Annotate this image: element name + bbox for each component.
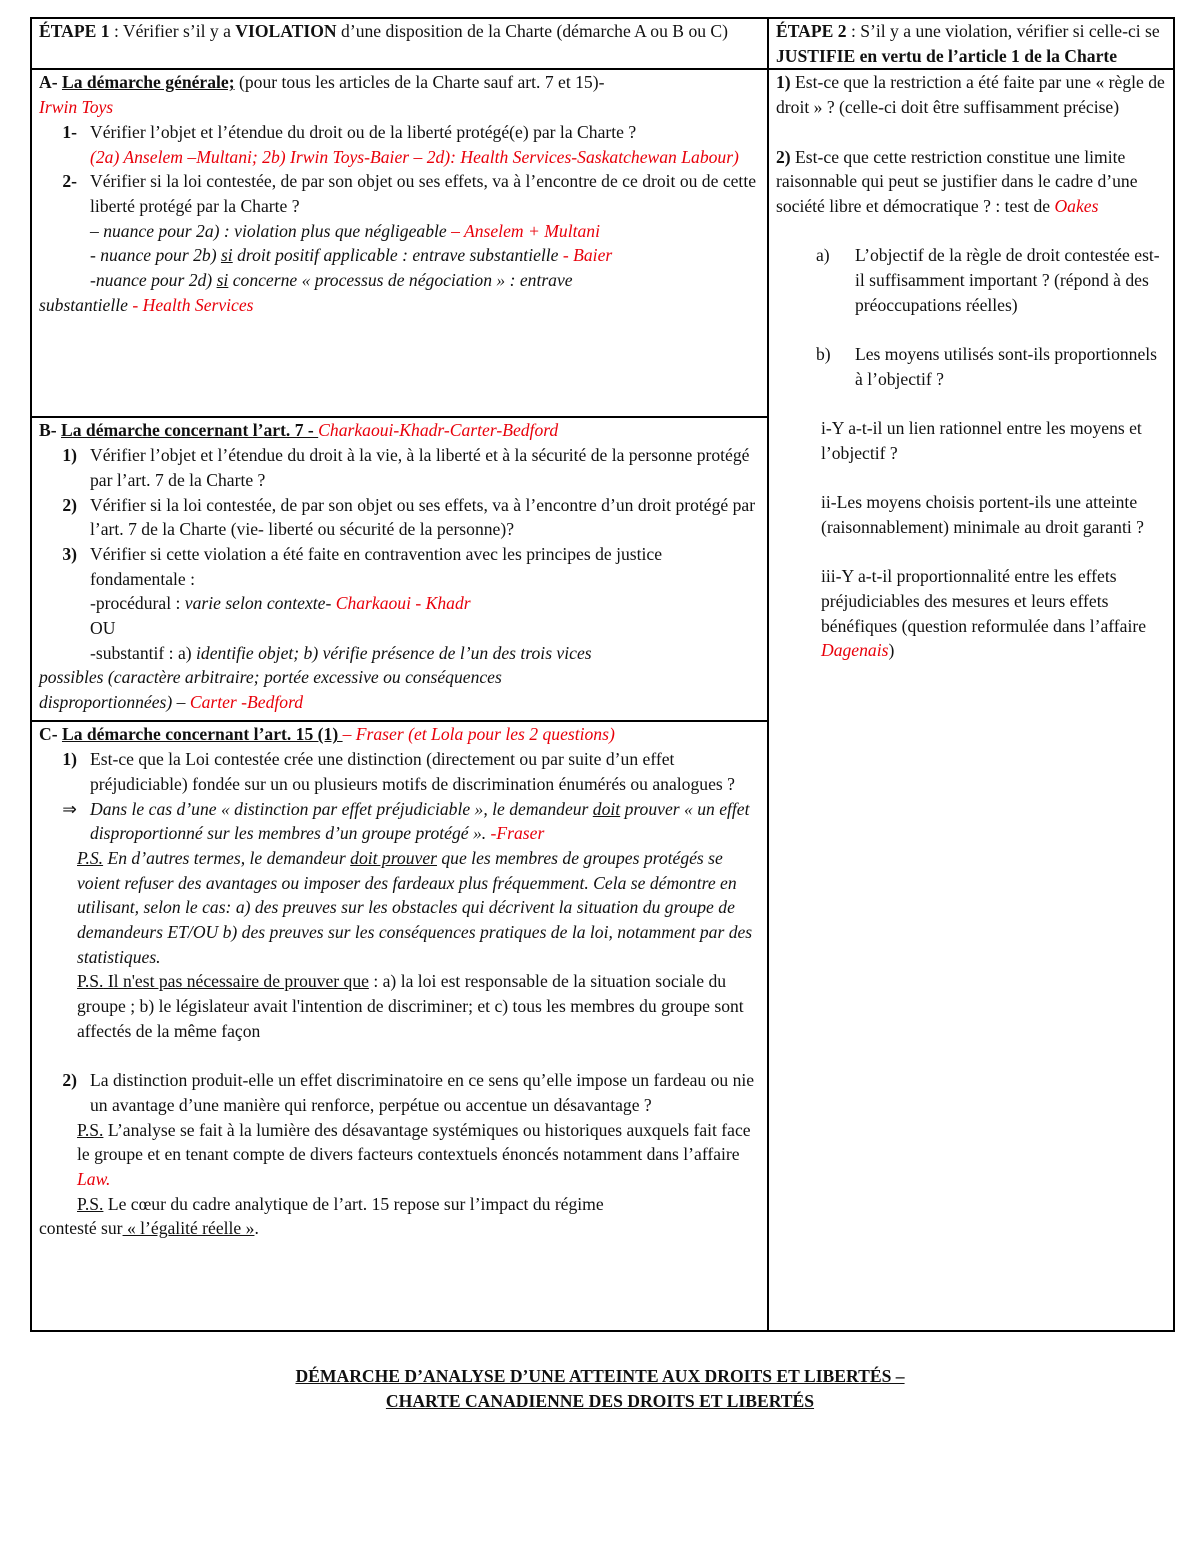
item-text: Vérifier si la loi contestée, de par son objet ou ses effets, va à l’encontre de ce droit ou de cette liberté protégé par la Charte ?: [90, 171, 757, 216]
ps-label: P.S.: [77, 1119, 104, 1140]
ps-4-cont: [39, 1216, 761, 1241]
section-c-cases: – Fraser (et Lola pour les 2 questions): [342, 724, 615, 745]
nuance-2d: [90, 268, 761, 293]
ps-text: contesté sur: [39, 1218, 123, 1239]
item-number: 2-: [62, 171, 77, 192]
nuance-text: droit positif applicable : entrave substantielle: [232, 245, 559, 266]
etape2-content: [768, 69, 1174, 1331]
note-text: prouver « un effet disproportionné sur les membres d’un groupe protégé ».: [90, 798, 750, 844]
subst-label: -substantif : a): [90, 642, 197, 663]
nuance-text: - nuance pour 2b): [90, 245, 221, 266]
title-line-2: CHARTE CANADIENNE DES DROITS ET LIBERTÉS: [385, 1391, 815, 1411]
section-a-scope: (pour tous les articles de la Charte sauf art. 7 et 15)-: [234, 72, 605, 93]
ps-underline: doit prouver: [350, 847, 437, 868]
item-cases: (2a) Anselem –Multani; 2b) Irwin Toys-Baier – 2d): Health Services-Saskatchewan Labour): [90, 146, 739, 167]
nuance-text: – nuance pour 2a) : violation plus que négligeable: [90, 220, 447, 241]
item-text: Vérifier l’objet et l’étendue du droit à la vie, à la liberté et à la sécurité de la personne protégé par l’art. 7 de la Charte ?: [90, 445, 750, 490]
substantif-line: [90, 641, 761, 666]
sub-text-end: ): [888, 640, 895, 661]
section-b-heading: [39, 418, 761, 443]
substantif-cont-2: [39, 690, 761, 715]
section-a-prefix: A-: [39, 72, 62, 93]
ps-text: que les membres de groupes protégés se voient refuser des avantages ou imposer des fardeaux plus fréquemment. Cela se démontre en utilisant, selon le cas: a) des preuves sur les obstacles qui décrivent la situation du groupe de demandeurs ET/OU b) des preuves sur les conséquences pratiques de la loi, notamment par des statistiques.: [77, 847, 753, 967]
proc-cases: Charkaoui - Khadr: [331, 593, 471, 614]
ps-text: .: [254, 1218, 259, 1239]
section-b: [31, 417, 768, 721]
section-b-cases: Charkaoui-Khadr-Carter-Bedford: [318, 420, 559, 441]
ps-text: En d’autres termes, le demandeur: [103, 847, 351, 868]
ou-word: OU: [90, 618, 116, 639]
nuance-2a: [90, 219, 761, 244]
question-number: 2): [776, 146, 791, 167]
oakes-b-ii: ii-Les moyens choisis portent-ils une atteinte (raisonnablement) minimale au droit garanti ?: [821, 492, 1144, 537]
analysis-table: [30, 17, 1175, 1332]
ps-label: P.S.: [77, 971, 104, 992]
subst-text: possibles (caractère arbitraire; portée excessive ou conséquences: [39, 667, 502, 688]
item-number: 1): [62, 749, 77, 770]
nuance-2b: [90, 243, 761, 268]
section-a-title: La démarche générale;: [61, 72, 235, 93]
section-a-heading: [39, 70, 761, 95]
note-case: -Fraser: [486, 823, 545, 844]
item-number: 1-: [62, 121, 77, 142]
etape2-header: [768, 18, 1174, 69]
oakes-b-iii: [776, 564, 1167, 663]
ps-underline: « l’égalité réelle »: [122, 1218, 255, 1239]
section-b-item-1: [39, 443, 761, 492]
arrow-icon: ⇒: [62, 798, 77, 819]
etape1-header: [31, 18, 768, 69]
section-c-item-2: [39, 1068, 761, 1117]
sub-label: a): [816, 245, 830, 266]
section-c-title: La démarche concernant l’art. 15 (1): [61, 724, 343, 745]
arrow-note: [39, 797, 761, 846]
nuance-case: - Baier: [558, 245, 613, 266]
proc-label: -procédural :: [90, 593, 185, 614]
nuance-underline: si: [216, 270, 229, 291]
ps-label: P.S.: [77, 847, 104, 868]
nuance-case: – Anselem + Multani: [446, 220, 600, 241]
etape1-label: ÉTAPE 1: [39, 21, 110, 41]
nuance-2d-cont: [39, 293, 761, 318]
item-text: Est-ce que la Loi contestée crée une distinction (directement ou par suite d’un effet préjudiciable) fondée sur un ou plusieurs motifs de discrimination énumérés ou analogues ?: [90, 749, 735, 794]
nuance-underline: si: [220, 245, 233, 266]
title-line-1: DÉMARCHE D’ANALYSE D’UNE ATTEINTE AUX DROITS ET LIBERTÉS –: [295, 1366, 905, 1386]
item-text: La distinction produit-elle un effet discriminatoire en ce sens qu’elle impose un fardeau ou nie un avantage d’une manière qui renforce, perpétue ou accentue un désavantage ?: [90, 1070, 755, 1115]
etape1-text-end: d’une disposition de la Charte (démarche A ou B ou C): [336, 21, 729, 41]
section-b-item-3: [39, 542, 761, 666]
etape2-label: ÉTAPE 2: [776, 21, 847, 41]
oakes-b-i: i-Y a-t-il un lien rationnel entre les moyens et l’objectif ?: [821, 418, 1142, 463]
note-text: Dans le cas d’une « distinction par effet préjudiciable », le demandeur: [90, 798, 593, 819]
ps-text: : a) la loi est responsable de la situation sociale du groupe ; b) le législateur avait l'intention de discriminer; et c) tous les membres du groupe sont affectés de la même façon: [77, 971, 744, 1041]
nuance-text: -nuance pour 2d): [90, 270, 217, 291]
sub-label: b): [816, 344, 831, 365]
oakes-b: [776, 342, 1167, 391]
etape2-text: : S’il y a une violation, vérifier si celle-ci se: [846, 21, 1160, 41]
sub-text: Les moyens utilisés sont-ils proportionnels à l’objectif ?: [855, 344, 1158, 389]
sub-text: iii-Y a-t-il proportionnalité entre les effets préjudiciables des mesures et leurs effets bénéfiques (question reformulée dans l’affaire: [821, 566, 1147, 636]
document-subtitle: [0, 1389, 1200, 1414]
section-c-prefix: C-: [39, 724, 62, 745]
section-a-item-1: [39, 120, 761, 169]
case-irwin-toys: Irwin Toys: [39, 97, 114, 118]
question-text: Est-ce que la restriction a été faite par une « règle de droit » ? (celle-ci doit être suffisamment précise): [776, 72, 1165, 118]
section-b-title: La démarche concernant l’art. 7 -: [61, 420, 319, 441]
oakes-a: [776, 243, 1167, 317]
section-c: [31, 721, 768, 1331]
ps-case: Law.: [77, 1169, 111, 1190]
proc-text: varie selon contexte-: [184, 593, 332, 614]
question-2: [776, 145, 1167, 219]
section-a-item-2: [39, 169, 761, 293]
item-number: 3): [62, 543, 77, 564]
section-c-item-1: [39, 747, 761, 796]
etape1-text: : Vérifier s’il y a: [109, 21, 236, 41]
item-text: Vérifier si cette violation a été faite en contravention avec les principes de justice fondamentale :: [90, 543, 663, 589]
note-underline: doit: [592, 798, 621, 819]
ps-2: [39, 969, 761, 1043]
item-text: Vérifier l’objet et l’étendue du droit ou de la liberté protégé(e) par la Charte ?: [90, 121, 637, 142]
violation-word: VIOLATION: [235, 21, 337, 41]
procedural-line: [90, 591, 761, 616]
ps-label: P.S.: [77, 1193, 104, 1214]
subst-text: disproportionnées) –: [39, 692, 186, 713]
section-c-heading: [39, 722, 761, 747]
section-a: [31, 69, 768, 417]
nuance-text: concerne « processus de négociation » : entrave: [228, 270, 573, 291]
section-b-prefix: B-: [39, 420, 61, 441]
ps-underline: Il n'est pas nécessaire de prouver que: [103, 971, 369, 992]
nuance-text: substantielle: [39, 294, 128, 315]
item-number: 2): [62, 494, 77, 515]
subst-text: identifie objet; b) vérifie présence de l’un des trois vices: [196, 642, 592, 663]
nuance-case: - Health Services: [127, 294, 254, 315]
item-number: 1): [62, 445, 77, 466]
ps-4: [39, 1192, 761, 1217]
ps-1: [39, 846, 761, 970]
ps-text: Le cœur du cadre analytique de l’art. 15 repose sur l’impact du régime: [103, 1193, 604, 1214]
item-text: Vérifier si la loi contestée, de par son objet ou ses effets, va à l’encontre d’un droit protégé par l’art. 7 de la Charte (vie- liberté ou sécurité de la personne)?: [90, 494, 756, 540]
substantif-cont: [39, 665, 761, 690]
justifie-phrase: JUSTIFIE en vertu de l’article 1 de la Charte: [776, 45, 1118, 66]
case-oakes: Oakes: [1054, 195, 1099, 216]
question-number: 1): [776, 72, 791, 93]
subst-cases: Carter -Bedford: [185, 692, 304, 713]
sub-text: L’objectif de la règle de droit contestée est-il suffisamment important ? (répond à des préoccupations réelles): [855, 245, 1160, 315]
ps-3: [39, 1118, 761, 1192]
document-title: [0, 1364, 1200, 1389]
question-1: [776, 70, 1167, 119]
question-text: Est-ce que cette restriction constitue une limite raisonnable qui peut se justifier dans le cadre d’une société libre et démocratique ? : test de: [776, 146, 1138, 216]
item-number: 2): [62, 1070, 77, 1091]
case-dagenais: Dagenais: [821, 640, 889, 661]
ps-text: L’analyse se fait à la lumière des désavantage systémiques ou historiques auxquels fait face le groupe et en tenant compte de divers facteurs contextuels énoncés notamment dans l’affaire: [77, 1119, 751, 1165]
section-b-item-2: [39, 493, 761, 542]
